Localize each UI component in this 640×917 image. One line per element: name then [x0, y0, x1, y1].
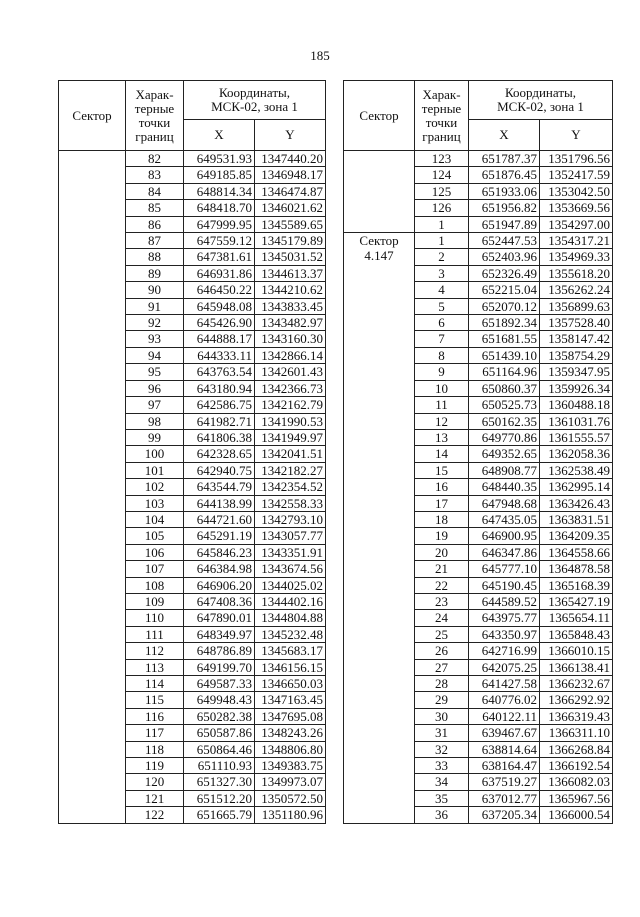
point-number: 111: [126, 626, 184, 642]
point-number: 124: [415, 167, 469, 183]
y-coordinate: 1344025.02: [255, 577, 326, 593]
table-row: [59, 151, 326, 167]
y-coordinate: 1342041.51: [255, 446, 326, 462]
x-coordinate: 637205.34: [469, 807, 540, 823]
x-coordinate: 651681.55: [469, 331, 540, 347]
point-number: 20: [415, 544, 469, 560]
point-number: 114: [126, 676, 184, 692]
y-coordinate: 1342601.43: [255, 364, 326, 380]
x-coordinate: 645426.90: [184, 315, 255, 331]
point-number: 109: [126, 593, 184, 609]
point-number: 35: [415, 790, 469, 806]
y-coordinate: 1366311.10: [540, 725, 613, 741]
sector-header: Сектор: [344, 81, 415, 151]
point-number: 110: [126, 610, 184, 626]
y-coordinate: 1346156.15: [255, 659, 326, 675]
y-coordinate: 1365967.56: [540, 790, 613, 806]
point-number: 100: [126, 446, 184, 462]
y-coordinate: 1348806.80: [255, 741, 326, 757]
x-coordinate: 643350.97: [469, 626, 540, 642]
x-coordinate: 649531.93: [184, 151, 255, 167]
point-number: 99: [126, 429, 184, 445]
y-coordinate: 1361555.57: [540, 429, 613, 445]
point-number: 22: [415, 577, 469, 593]
x-coordinate: 643544.79: [184, 479, 255, 495]
point-number: 1: [415, 233, 469, 249]
x-coordinate: 638814.64: [469, 741, 540, 757]
point-number: 119: [126, 758, 184, 774]
point-number: 93: [126, 331, 184, 347]
point-number: 122: [126, 807, 184, 823]
x-coordinate: 651665.79: [184, 807, 255, 823]
y-coordinate: 1342366.73: [255, 380, 326, 396]
x-coordinate: 648786.89: [184, 643, 255, 659]
y-coordinate: 1345179.89: [255, 233, 326, 249]
x-coordinate: 647381.61: [184, 249, 255, 265]
x-coordinate: 642075.25: [469, 659, 540, 675]
y-coordinate: 1356262.24: [540, 282, 613, 298]
x-coordinate: 651956.82: [469, 200, 540, 216]
y-coordinate: 1343482.97: [255, 315, 326, 331]
y-coordinate: 1344210.62: [255, 282, 326, 298]
y-coordinate: 1344804.88: [255, 610, 326, 626]
point-number: 121: [126, 790, 184, 806]
y-coordinate: 1345031.52: [255, 249, 326, 265]
y-coordinate: 1346650.03: [255, 676, 326, 692]
point-number: 32: [415, 741, 469, 757]
y-coordinate: 1345232.48: [255, 626, 326, 642]
point-number: 92: [126, 315, 184, 331]
x-coordinate: 650864.46: [184, 741, 255, 757]
point-number: 113: [126, 659, 184, 675]
x-coordinate: 646900.95: [469, 528, 540, 544]
sector-cell: [59, 151, 126, 824]
y-coordinate: 1347695.08: [255, 708, 326, 724]
sector-id: 4.147: [364, 248, 394, 264]
x-coordinate: 650587.86: [184, 725, 255, 741]
x-coordinate: 642940.75: [184, 462, 255, 478]
x-coordinate: 646384.98: [184, 561, 255, 577]
y-coordinate: 1345683.17: [255, 643, 326, 659]
point-number: 26: [415, 643, 469, 659]
point-number: 36: [415, 807, 469, 823]
coords-header: Координаты, МСК-02, зона 1: [184, 81, 326, 120]
x-coordinate: 637012.77: [469, 790, 540, 806]
point-number: 103: [126, 495, 184, 511]
point-number: 126: [415, 200, 469, 216]
y-coordinate: 1360488.18: [540, 397, 613, 413]
x-coordinate: 652447.53: [469, 233, 540, 249]
point-number: 5: [415, 298, 469, 314]
y-coordinate: 1364209.35: [540, 528, 613, 544]
x-coordinate: 642328.65: [184, 446, 255, 462]
point-number: 28: [415, 676, 469, 692]
point-number: 1: [415, 216, 469, 232]
point-number: 107: [126, 561, 184, 577]
x-coordinate: 651947.89: [469, 216, 540, 232]
x-coordinate: 645948.08: [184, 298, 255, 314]
x-coordinate: 641806.38: [184, 429, 255, 445]
point-number: 18: [415, 511, 469, 527]
table-row: [344, 233, 613, 249]
point-number: 84: [126, 183, 184, 199]
x-coordinate: 648814.34: [184, 183, 255, 199]
x-coordinate: 646347.86: [469, 544, 540, 560]
point-number: 33: [415, 758, 469, 774]
point-number: 24: [415, 610, 469, 626]
point-number: 17: [415, 495, 469, 511]
point-number: 27: [415, 659, 469, 675]
x-coordinate: 651876.45: [469, 167, 540, 183]
x-coordinate: 645846.23: [184, 544, 255, 560]
point-number: 13: [415, 429, 469, 445]
point-number: 88: [126, 249, 184, 265]
x-coordinate: 647559.12: [184, 233, 255, 249]
x-coordinate: 643180.94: [184, 380, 255, 396]
y-coordinate: 1355618.20: [540, 265, 613, 281]
y-coordinate: 1342866.14: [255, 347, 326, 363]
x-coordinate: 650282.38: [184, 708, 255, 724]
y-coordinate: 1366010.15: [540, 643, 613, 659]
coordinates-table-right: [343, 80, 613, 824]
y-coordinate: 1364878.58: [540, 561, 613, 577]
y-coordinate: 1364558.66: [540, 544, 613, 560]
y-coordinate: 1356899.63: [540, 298, 613, 314]
point-number: 117: [126, 725, 184, 741]
y-coordinate: 1359926.34: [540, 380, 613, 396]
point-number: 123: [415, 151, 469, 167]
point-number: 34: [415, 774, 469, 790]
y-coordinate: 1344402.16: [255, 593, 326, 609]
point-number: 90: [126, 282, 184, 298]
point-number: 10: [415, 380, 469, 396]
y-coordinate: 1366268.84: [540, 741, 613, 757]
point-number: 11: [415, 397, 469, 413]
x-coordinate: 651110.93: [184, 758, 255, 774]
point-number: 3: [415, 265, 469, 281]
sector-header: Сектор: [59, 81, 126, 151]
y-coordinate: 1357528.40: [540, 315, 613, 331]
point-number: 104: [126, 511, 184, 527]
point-number: 86: [126, 216, 184, 232]
x-coordinate: 640122.11: [469, 708, 540, 724]
x-coordinate: 644333.11: [184, 347, 255, 363]
x-coordinate: 649199.70: [184, 659, 255, 675]
x-coordinate: 652403.96: [469, 249, 540, 265]
point-number: 97: [126, 397, 184, 413]
y-coordinate: 1365168.39: [540, 577, 613, 593]
y-coordinate: 1351180.96: [255, 807, 326, 823]
x-coordinate: 646906.20: [184, 577, 255, 593]
y-coordinate: 1341990.53: [255, 413, 326, 429]
y-coordinate: 1363831.51: [540, 511, 613, 527]
point-number: 85: [126, 200, 184, 216]
y-coordinate: 1342182.27: [255, 462, 326, 478]
y-coordinate: 1346474.87: [255, 183, 326, 199]
point-number: 83: [126, 167, 184, 183]
x-coordinate: 651327.30: [184, 774, 255, 790]
x-header: X: [469, 120, 540, 151]
x-coordinate: 651512.20: [184, 790, 255, 806]
y-coordinate: 1351796.56: [540, 151, 613, 167]
y-coordinate: 1343057.77: [255, 528, 326, 544]
point-number: 101: [126, 462, 184, 478]
y-coordinate: 1358754.29: [540, 347, 613, 363]
x-coordinate: 640776.02: [469, 692, 540, 708]
point-number: 105: [126, 528, 184, 544]
y-coordinate: 1354969.33: [540, 249, 613, 265]
point-number: 19: [415, 528, 469, 544]
x-coordinate: 644888.17: [184, 331, 255, 347]
y-coordinate: 1349383.75: [255, 758, 326, 774]
point-number: 7: [415, 331, 469, 347]
point-number: 120: [126, 774, 184, 790]
y-coordinate: 1347163.45: [255, 692, 326, 708]
point-number: 9: [415, 364, 469, 380]
y-coordinate: 1366082.03: [540, 774, 613, 790]
y-coordinate: 1353669.56: [540, 200, 613, 216]
point-number: 91: [126, 298, 184, 314]
sector-cell: [344, 151, 415, 233]
x-coordinate: 649352.65: [469, 446, 540, 462]
point-number: 82: [126, 151, 184, 167]
point-number: 125: [415, 183, 469, 199]
point-number: 106: [126, 544, 184, 560]
x-coordinate: 644138.99: [184, 495, 255, 511]
x-coordinate: 649185.85: [184, 167, 255, 183]
x-coordinate: 651164.96: [469, 364, 540, 380]
point-number: 112: [126, 643, 184, 659]
y-coordinate: 1342162.79: [255, 397, 326, 413]
x-header: X: [184, 120, 255, 151]
point-number: 96: [126, 380, 184, 396]
points-header: Харак- терные точки границ: [415, 81, 469, 151]
x-coordinate: 650860.37: [469, 380, 540, 396]
sector-label-cell: [344, 233, 415, 824]
x-coordinate: 639467.67: [469, 725, 540, 741]
point-number: 30: [415, 708, 469, 724]
y-coordinate: 1363426.43: [540, 495, 613, 511]
x-coordinate: 641427.58: [469, 676, 540, 692]
y-coordinate: 1343833.45: [255, 298, 326, 314]
point-number: 115: [126, 692, 184, 708]
y-coordinate: 1354317.21: [540, 233, 613, 249]
x-coordinate: 646931.86: [184, 265, 255, 281]
x-coordinate: 650525.73: [469, 397, 540, 413]
point-number: 89: [126, 265, 184, 281]
x-coordinate: 645291.19: [184, 528, 255, 544]
y-coordinate: 1341949.97: [255, 429, 326, 445]
x-coordinate: 651933.06: [469, 183, 540, 199]
x-coordinate: 647408.36: [184, 593, 255, 609]
x-coordinate: 648418.70: [184, 200, 255, 216]
x-coordinate: 645777.10: [469, 561, 540, 577]
right-table-body: [344, 151, 613, 824]
y-header: Y: [255, 120, 326, 151]
x-coordinate: 648349.97: [184, 626, 255, 642]
y-coordinate: 1366000.54: [540, 807, 613, 823]
x-coordinate: 652070.12: [469, 298, 540, 314]
x-coordinate: 644721.60: [184, 511, 255, 527]
y-coordinate: 1349973.07: [255, 774, 326, 790]
y-coordinate: 1353042.50: [540, 183, 613, 199]
x-coordinate: 651439.10: [469, 347, 540, 363]
point-number: 94: [126, 347, 184, 363]
x-coordinate: 637519.27: [469, 774, 540, 790]
x-coordinate: 651787.37: [469, 151, 540, 167]
point-number: 102: [126, 479, 184, 495]
point-number: 8: [415, 347, 469, 363]
y-coordinate: 1366292.92: [540, 692, 613, 708]
point-number: 31: [415, 725, 469, 741]
y-coordinate: 1342793.10: [255, 511, 326, 527]
y-coordinate: 1354297.00: [540, 216, 613, 232]
point-number: 95: [126, 364, 184, 380]
x-coordinate: 644589.52: [469, 593, 540, 609]
y-coordinate: 1350572.50: [255, 790, 326, 806]
x-coordinate: 650162.35: [469, 413, 540, 429]
y-coordinate: 1365654.11: [540, 610, 613, 626]
y-coordinate: 1343160.30: [255, 331, 326, 347]
x-coordinate: 652326.49: [469, 265, 540, 281]
x-coordinate: 647948.68: [469, 495, 540, 511]
y-coordinate: 1366192.54: [540, 758, 613, 774]
point-number: 14: [415, 446, 469, 462]
point-number: 116: [126, 708, 184, 724]
y-coordinate: 1365848.43: [540, 626, 613, 642]
x-coordinate: 646450.22: [184, 282, 255, 298]
x-coordinate: 648908.77: [469, 462, 540, 478]
y-coordinate: 1342354.52: [255, 479, 326, 495]
page-number: 185: [310, 48, 330, 63]
y-coordinate: 1358147.42: [540, 331, 613, 347]
y-coordinate: 1361031.76: [540, 413, 613, 429]
y-coordinate: 1359347.95: [540, 364, 613, 380]
point-number: 23: [415, 593, 469, 609]
x-coordinate: 647999.95: [184, 216, 255, 232]
coords-header: Координаты, МСК-02, зона 1: [469, 81, 613, 120]
y-coordinate: 1352417.59: [540, 167, 613, 183]
point-number: 2: [415, 249, 469, 265]
x-coordinate: 649948.43: [184, 692, 255, 708]
x-coordinate: 643763.54: [184, 364, 255, 380]
x-coordinate: 648440.35: [469, 479, 540, 495]
y-coordinate: 1345589.65: [255, 216, 326, 232]
point-number: 98: [126, 413, 184, 429]
x-coordinate: 638164.47: [469, 758, 540, 774]
x-coordinate: 642716.99: [469, 643, 540, 659]
y-coordinate: 1342558.33: [255, 495, 326, 511]
y-coordinate: 1348243.26: [255, 725, 326, 741]
x-coordinate: 649587.33: [184, 676, 255, 692]
x-coordinate: 642586.75: [184, 397, 255, 413]
y-coordinate: 1343351.91: [255, 544, 326, 560]
sector-label: Сектор: [359, 233, 399, 249]
x-coordinate: 652215.04: [469, 282, 540, 298]
y-coordinate: 1362058.36: [540, 446, 613, 462]
y-coordinate: 1362538.49: [540, 462, 613, 478]
point-number: 12: [415, 413, 469, 429]
x-coordinate: 647890.01: [184, 610, 255, 626]
y-coordinate: 1346021.62: [255, 200, 326, 216]
point-number: 25: [415, 626, 469, 642]
y-coordinate: 1365427.19: [540, 593, 613, 609]
y-coordinate: 1362995.14: [540, 479, 613, 495]
point-number: 108: [126, 577, 184, 593]
point-number: 6: [415, 315, 469, 331]
point-number: 87: [126, 233, 184, 249]
y-header: Y: [540, 120, 613, 151]
point-number: 118: [126, 741, 184, 757]
point-number: 15: [415, 462, 469, 478]
table-row: [344, 151, 613, 167]
y-coordinate: 1344613.37: [255, 265, 326, 281]
y-coordinate: 1346948.17: [255, 167, 326, 183]
x-coordinate: 641982.71: [184, 413, 255, 429]
y-coordinate: 1366319.43: [540, 708, 613, 724]
x-coordinate: 651892.34: [469, 315, 540, 331]
coordinates-table-left: [58, 80, 326, 824]
x-coordinate: 643975.77: [469, 610, 540, 626]
left-table-body: [59, 151, 326, 824]
x-coordinate: 645190.45: [469, 577, 540, 593]
y-coordinate: 1347440.20: [255, 151, 326, 167]
y-coordinate: 1343674.56: [255, 561, 326, 577]
x-coordinate: 647435.05: [469, 511, 540, 527]
points-header: Харак- терные точки границ: [126, 81, 184, 151]
y-coordinate: 1366138.41: [540, 659, 613, 675]
point-number: 29: [415, 692, 469, 708]
point-number: 4: [415, 282, 469, 298]
x-coordinate: 649770.86: [469, 429, 540, 445]
y-coordinate: 1366232.67: [540, 676, 613, 692]
point-number: 21: [415, 561, 469, 577]
point-number: 16: [415, 479, 469, 495]
